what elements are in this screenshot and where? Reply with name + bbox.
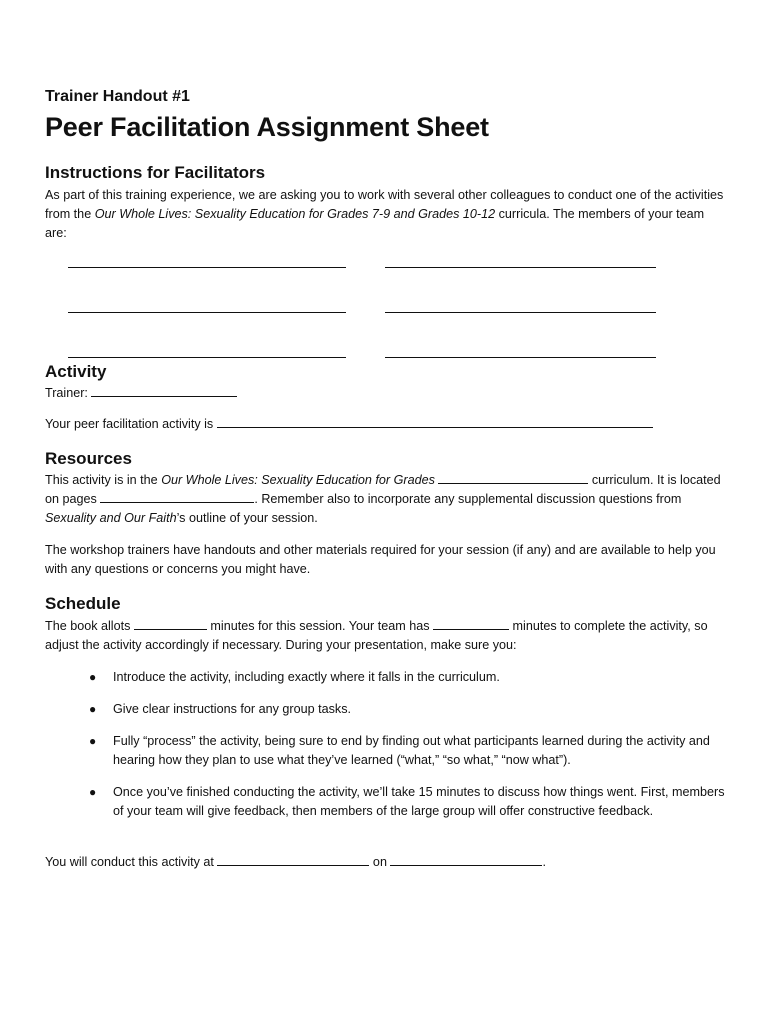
list-item: ● Give clear instructions for any group tasks. bbox=[45, 700, 725, 719]
activity-heading: Activity bbox=[45, 362, 107, 381]
handout-number: Trainer Handout #1 bbox=[45, 88, 190, 105]
allotted-minutes-field[interactable] bbox=[134, 617, 207, 630]
team-member-line[interactable] bbox=[68, 357, 346, 358]
team-member-line[interactable] bbox=[68, 312, 346, 313]
team-minutes-field[interactable] bbox=[433, 617, 509, 630]
bullet-icon: ● bbox=[89, 734, 97, 748]
resources-paragraph-1: This activity is in the Our Whole Lives: Sexuality Education for Grades curriculum. It is located on pages . Remember also to incorporate any supplemental discussion questions from Sexuality and Our Faith’s outline of your session. bbox=[45, 473, 721, 525]
peer-activity-row bbox=[45, 415, 725, 434]
pages-field[interactable] bbox=[100, 490, 254, 503]
activity-date-field[interactable] bbox=[390, 853, 542, 866]
trainer-label: Trainer: bbox=[45, 386, 88, 400]
activity-time-field[interactable] bbox=[217, 853, 369, 866]
schedule-paragraph: The book allots minutes for this session. Your team has minutes to complete the activity, so adjust the activity accordingly if necessary. During your presentation, make sure you: bbox=[45, 619, 708, 652]
page-title: Peer Facilitation Assignment Sheet bbox=[45, 112, 489, 142]
instructions-heading: Instructions for Facilitators bbox=[45, 163, 266, 182]
list-item: ● Introduce the activity, including exactly where it falls in the curriculum. bbox=[45, 668, 725, 687]
peer-activity-field[interactable] bbox=[217, 415, 653, 428]
schedule-heading: Schedule bbox=[45, 594, 121, 613]
bullet-icon: ● bbox=[89, 670, 97, 684]
grades-field[interactable] bbox=[438, 471, 588, 484]
bullet-icon: ● bbox=[89, 702, 97, 716]
team-member-line[interactable] bbox=[385, 267, 656, 268]
list-item: ● Fully “process” the activity, being sure to end by finding out what participants learned during the activity and hearing how they plan to use what they’ve learned (“what,” “so what,” “now what”). bbox=[89, 734, 710, 767]
list-item: ● Once you’ve finished conducting the activity, we’ll take 15 minutes to discuss how things went. First, members of your team will give feedback, then members of the large group will offer constructive feedback. bbox=[89, 785, 725, 818]
trainer-row bbox=[45, 384, 725, 403]
resources-heading: Resources bbox=[45, 449, 132, 468]
team-member-line[interactable] bbox=[68, 267, 346, 268]
team-member-line[interactable] bbox=[385, 312, 656, 313]
instructions-text: As part of this training experience, we are asking you to work with several other colleagues to conduct one of the activities from the Our Whole Lives: Sexuality Education for Grades 7-9 and Grades 10-12 curricula. The members of your team are: bbox=[45, 188, 724, 240]
peer-activity-label: Your peer facilitation activity is bbox=[45, 417, 214, 431]
bullet-icon: ● bbox=[89, 785, 97, 799]
trainer-field[interactable] bbox=[91, 384, 237, 397]
resources-paragraph-2: The workshop trainers have handouts and other materials required for your session (if any) and are available to help you with any questions or concerns you might have. bbox=[45, 543, 716, 576]
schedule-checklist bbox=[45, 668, 725, 834]
team-member-line[interactable] bbox=[385, 357, 656, 358]
conduct-activity-row: You will conduct this activity at on . bbox=[45, 855, 546, 869]
